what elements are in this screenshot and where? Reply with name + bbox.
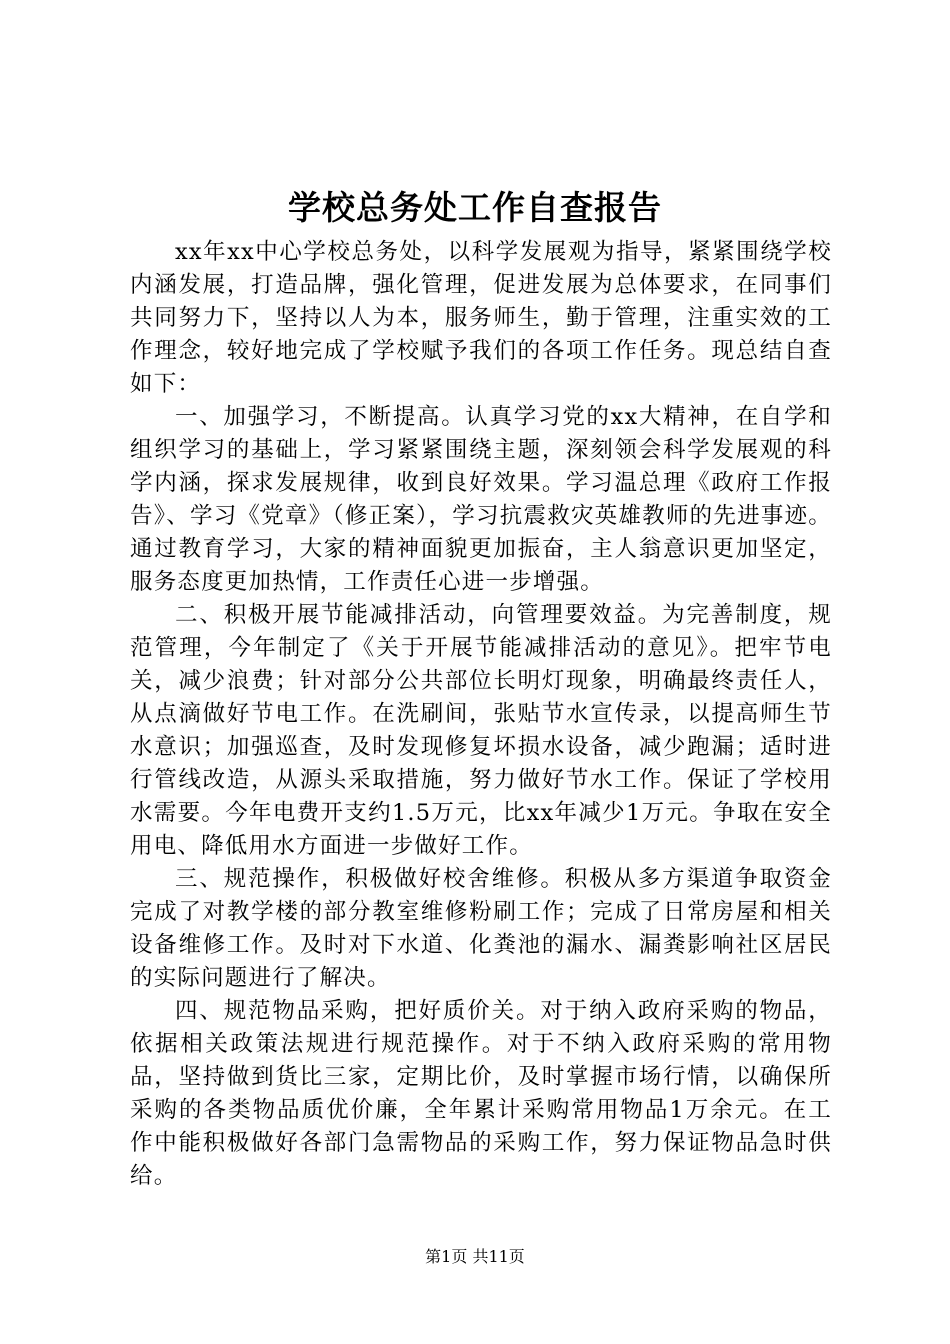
page-number-footer: 第1页 共11页 <box>425 1247 525 1266</box>
document-title: 学校总务处工作自查报告 <box>288 188 662 227</box>
paragraph-section-3: 三、规范操作，积极做好校舍维修。积极从多方渠道争取资金完成了对教学楼的部分教室维修粉刷工作；完成了日常房屋和相关设备维修工作。及时对下水道、化粪池的漏水、漏粪影响社区居民的实际问题进行了解决。 <box>130 866 832 991</box>
paragraph-section-4: 四、规范物品采购，把好质价关。对于纳入政府采购的物品，依据相关政策法规进行规范操作。对于不纳入政府采购的常用物品，坚持做到货比三家，定期比价，及时掌握市场行情，以确保所采购的各类物品质优价廉，全年累计采购常用物品1万余元。在工作中能积极做好各部门急需物品的采购工作，努力保证物品急时供给。 <box>130 998 832 1189</box>
paragraph-intro: xx年xx中心学校总务处，以科学发展观为指导，紧紧围绕学校内涵发展，打造品牌，强化管理，促进发展为总体要求，在同事们共同努力下，坚持以人为本，服务师生，勤于管理，注重实效的工作理念，较好地完成了学校赋予我们的各项工作任务。现总结自查如下： <box>130 239 832 397</box>
paragraph-section-1: 一、加强学习，不断提高。认真学习党的xx大精神，在自学和组织学习的基础上，学习紧紧围绕主题，深刻领会科学发展观的科学内涵，探求发展规律，收到良好效果。学习温总理《政府工作报告》、学习《党章》（修正案），学习抗震救灾英雄教师的先进事迹。通过教育学习，大家的精神面貌更加振奋，主人翁意识更加坚定，服务态度更加热情，工作责任心进一步增强。 <box>130 404 832 595</box>
paragraph-section-2: 二、积极开展节能减排活动，向管理要效益。为完善制度，规范管理，今年制定了《关于开展节能减排活动的意见》。把牢节电关，减少浪费；针对部分公共部位长明灯现象，明确最终责任人，从点滴做好节电工作。在洗刷间，张贴节水宣传录，以提高师生节水意识；加强巡查，及时发现修复坏损水设备，减少跑漏；适时进行管线改造，从源头采取措施，努力做好节水工作。保证了学校用水需要。今年电费开支约1.5万元，比xx年减少1万元。争取在安全用电、降低用水方面进一步做好工作。 <box>130 602 832 859</box>
document-body <box>130 236 832 1193</box>
